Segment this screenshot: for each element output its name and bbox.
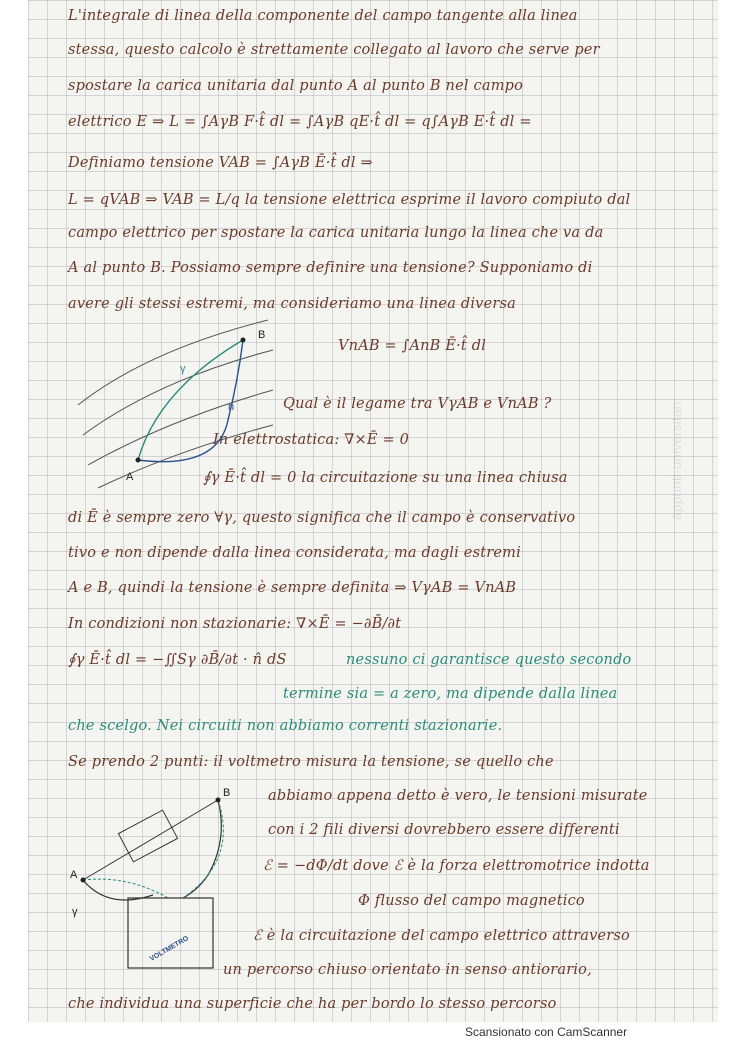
- note-line: abbiamo appena detto è vero, le tensioni misurate: [268, 788, 648, 804]
- note-line: A al punto B. Possiamo sempre definire una tensione? Supponiamo di: [68, 260, 593, 276]
- label-a: A: [126, 471, 134, 483]
- point-a-marker: [136, 458, 141, 463]
- label-a: A: [70, 869, 78, 881]
- note-line: spostare la carica unitaria dal punto A al punto B nel campo: [68, 78, 524, 94]
- point-b-marker: [241, 338, 246, 343]
- label-b: B: [223, 787, 231, 799]
- watermark: appunti-universitari: [668, 401, 684, 520]
- note-line: di Ē è sempre zero ∀γ, questo significa che il campo è conservativo: [68, 510, 576, 526]
- voltmeter-box: [128, 898, 213, 968]
- label-n: n: [228, 401, 235, 413]
- label-gamma: γ: [180, 363, 186, 375]
- field-lines-diagram: [68, 310, 278, 490]
- formula-emf: ℰ = −dΦ/dt dove ℰ è la forza elettromotrice indotta: [263, 858, 650, 874]
- note-line: elettrico E ⇒ L = ∫AγB F·t̂ dl = ∫AγB qE·t̂ dl = q∫AγB E·t̂ dl =: [68, 114, 532, 130]
- note-line: Qual è il legame tra VγAB e VnAB ?: [283, 396, 552, 412]
- formula-circuitation: ∮γ Ē·t̂ dl = −∬Sγ ∂B̄/∂t · n̂ dS: [68, 652, 287, 668]
- note-line: un percorso chiuso orientato in senso antiorario,: [223, 962, 592, 978]
- note-line: L'integrale di linea della componente del campo tangente alla linea: [68, 8, 578, 24]
- voltmeter-label: VOLTMETRO: [148, 935, 190, 963]
- note-line: avere gli stessi estremi, ma consideriamo una linea diversa: [68, 296, 516, 312]
- label-b: B: [258, 329, 266, 341]
- note-line: che scelgo. Nei circuiti non abbiamo correnti stazionarie.: [68, 718, 503, 734]
- note-line: stessa, questo calcolo è strettamente collegato al lavoro che serve per: [68, 42, 600, 58]
- note-line: che individua una superficie che ha per bordo lo stesso percorso: [68, 996, 557, 1012]
- label-gamma: γ: [72, 906, 78, 918]
- note-line: Definiamo tensione VAB = ∫AγB Ē·t̂ dl ⇒: [68, 155, 373, 171]
- note-line-tension-definition: L = qVAB ⇒ VAB = L/q la tensione elettrica esprime il lavoro compiuto dal: [68, 192, 631, 208]
- note-line: In condizioni non stazionarie: ∇×Ē = −∂B̄/∂t: [68, 616, 402, 632]
- note-line: ∮γ Ē·t̂ dl = 0 la circuitazione su una linea chiusa: [203, 470, 568, 486]
- note-line: tivo e non dipende dalla linea considerata, ma dagli estremi: [68, 545, 521, 561]
- voltmeter-diagram: [68, 780, 268, 970]
- note-line-highlight: nessuno ci garantisce questo secondo: [346, 652, 632, 668]
- note-line: A e B, quindi la tensione è sempre definita ⇒ VγAB = VnAB: [68, 580, 517, 596]
- scanner-footer: Scansionato con CamScanner: [465, 1025, 628, 1039]
- note-line: Se prendo 2 punti: il voltmetro misura la tensione, se quello che: [68, 754, 554, 770]
- note-line: In elettrostatica: ∇×Ē = 0: [213, 432, 410, 448]
- notebook-page: [28, 0, 718, 1022]
- formula-vn-ab: VnAB = ∫AnB Ē·t̂ dl: [338, 338, 487, 354]
- note-line: Φ flusso del campo magnetico: [358, 893, 585, 909]
- note-line: campo elettrico per spostare la carica unitaria lungo la linea che va da: [68, 225, 604, 241]
- note-line: ℰ è la circuitazione del campo elettrico attraverso: [253, 928, 630, 944]
- note-line-highlight: termine sia = a zero, ma dipende dalla linea: [283, 686, 618, 702]
- note-line: con i 2 fili diversi dovrebbero essere differenti: [268, 822, 620, 838]
